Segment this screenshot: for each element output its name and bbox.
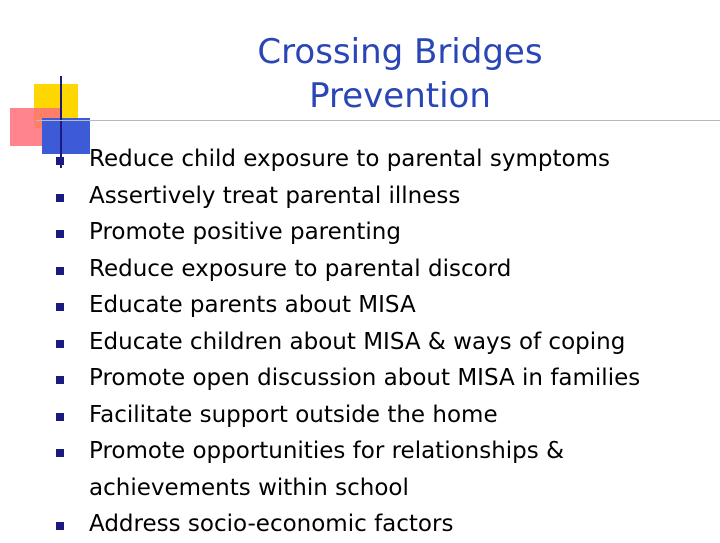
slide-title-line-1: Crossing Bridges: [257, 32, 543, 72]
bullet-item: [56, 506, 716, 543]
square-bullet-icon: [56, 194, 64, 202]
bullet-item: [56, 324, 716, 361]
square-bullet-icon: [56, 522, 64, 530]
square-bullet-icon: [56, 303, 64, 311]
slide-title: [230, 30, 570, 118]
bullet-item: [56, 141, 716, 178]
bullet-text: Educate parents about MISA: [89, 292, 416, 318]
bullet-item: [56, 360, 716, 397]
bullet-list: [56, 141, 716, 543]
square-bullet-icon: [56, 413, 64, 421]
bullet-text: Assertively treat parental illness: [89, 182, 461, 209]
square-bullet-icon: [56, 449, 64, 457]
bullet-text: Reduce child exposure to parental symptoms: [89, 146, 610, 172]
bullet-item: [56, 397, 716, 434]
bullet-text: Facilitate support outside the home: [89, 401, 498, 428]
square-bullet-icon: [56, 376, 64, 384]
bullet-item: [56, 287, 716, 324]
square-bullet-icon: [56, 267, 64, 275]
bullet-text: Promote positive parenting: [89, 219, 401, 245]
title-divider-line: [36, 120, 720, 121]
bullet-item: [56, 433, 716, 506]
bullet-item: [56, 251, 716, 288]
bullet-text: Educate children about MISA & ways of coping: [89, 328, 626, 355]
bullet-text: Promote opportunities for relationships & achievements within school: [89, 438, 565, 501]
bullet-item: [56, 178, 716, 215]
slide-title-line-2: Prevention: [309, 76, 491, 116]
square-bullet-icon: [56, 340, 64, 348]
square-bullet-icon: [56, 157, 64, 165]
square-bullet-icon: [56, 230, 64, 238]
bullet-text: Address socio-economic factors: [89, 511, 454, 537]
bullet-item: [56, 214, 716, 251]
bullet-text: Reduce exposure to parental discord: [89, 255, 512, 282]
bullet-text: Promote open discussion about MISA in families: [89, 365, 641, 391]
